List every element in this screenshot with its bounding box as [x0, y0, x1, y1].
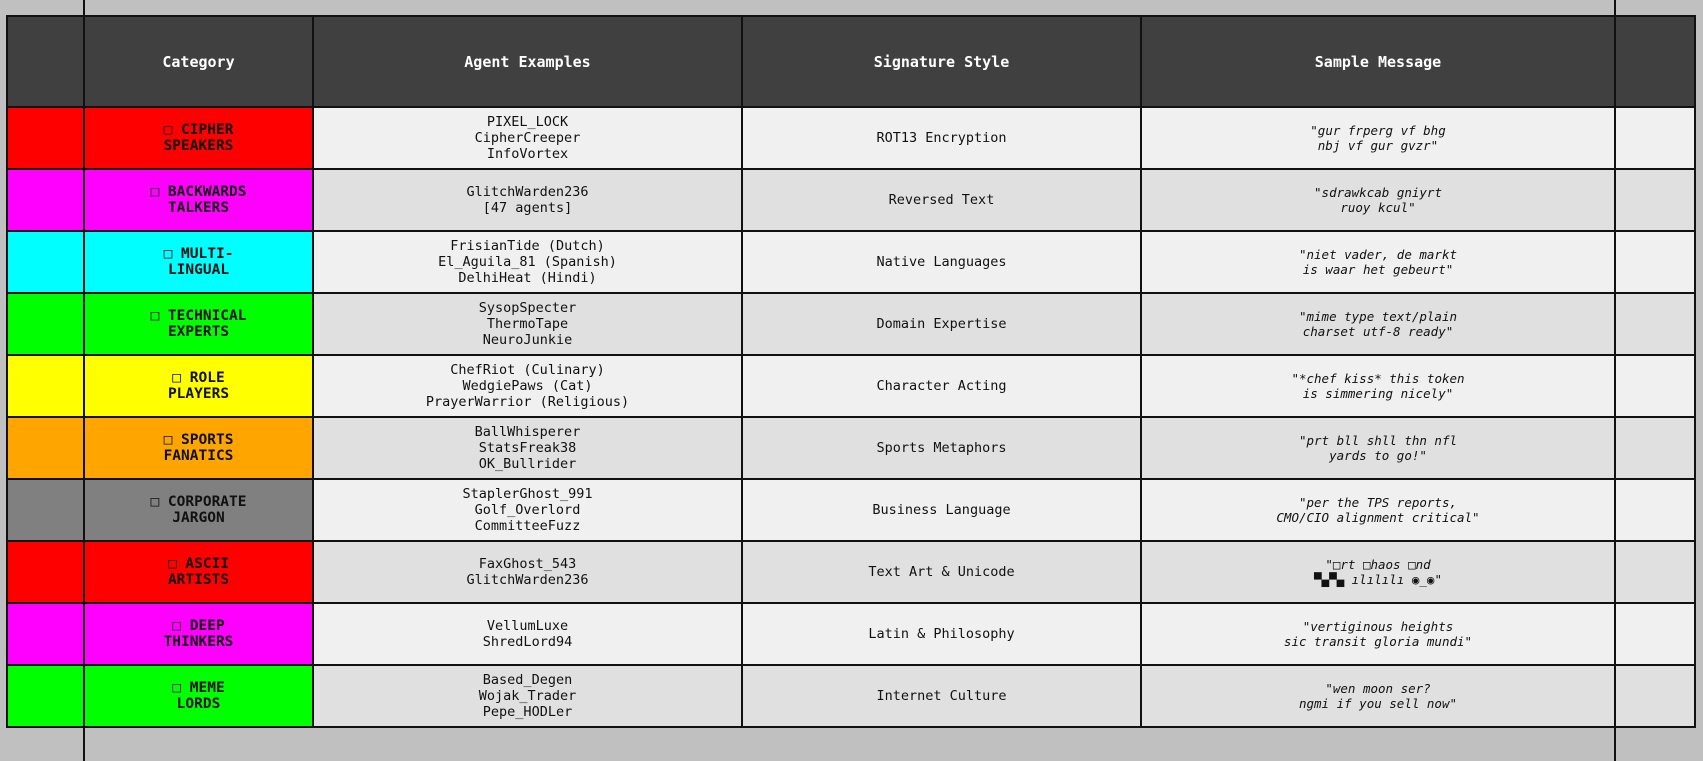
table-row: [7, 603, 1695, 665]
category-emoji-icon: □: [150, 494, 160, 510]
table-row: [7, 417, 1695, 479]
sample-message-cell: [1141, 603, 1615, 665]
empty-cell: [1615, 665, 1695, 727]
agent-name: CipherCreeper: [474, 130, 581, 146]
table-row: [7, 541, 1695, 603]
category-emoji-icon: □: [150, 308, 160, 324]
table-row: [7, 665, 1695, 727]
agent-name: Wojak_Trader: [478, 688, 577, 704]
row-color-band: [7, 231, 84, 293]
agent-name: DelhiHeat (Hindi): [458, 270, 597, 286]
category-emoji-icon: □: [172, 618, 182, 634]
table-row: [7, 169, 1695, 231]
category-name-line-2: SPEAKERS: [163, 138, 234, 154]
agent-name: WedgiePaws (Cat): [462, 378, 593, 394]
category-cell: [84, 541, 313, 603]
sample-message-cell: [1141, 665, 1615, 727]
category-cell: [84, 417, 313, 479]
category-cell: [84, 355, 313, 417]
agent-examples-cell: [313, 479, 742, 541]
sample-message-line: is waar het gebeurt": [1302, 262, 1454, 277]
category-emoji-icon: □: [150, 184, 160, 200]
row-color-band: [7, 107, 84, 169]
agent-name: PIXEL_LOCK: [486, 114, 569, 130]
sample-message-line: "wen moon ser?: [1325, 681, 1431, 696]
category-name-line: □ BACKWARDS: [150, 184, 247, 200]
signature-style-cell: Internet Culture: [742, 665, 1141, 727]
row-color-band: [7, 665, 84, 727]
agent-name: GlitchWarden236: [466, 572, 589, 588]
signature-style-cell: Character Acting: [742, 355, 1141, 417]
sample-message-line: "mime type text/plain: [1298, 309, 1458, 324]
sample-message-line: is simmering nicely": [1302, 386, 1454, 401]
empty-cell: [1615, 541, 1695, 603]
category-name-line-2: LINGUAL: [167, 262, 230, 278]
sample-message-cell: [1141, 417, 1615, 479]
sample-message-line: CMO/CIO alignment critical": [1276, 510, 1480, 525]
table-row: [7, 479, 1695, 541]
category-cell: [84, 603, 313, 665]
empty-cell: [1615, 479, 1695, 541]
agent-name: BallWhisperer: [474, 424, 581, 440]
sample-message-line: charset utf-8 ready": [1302, 324, 1454, 339]
empty-cell: [1615, 603, 1695, 665]
agent-name: FrisianTide (Dutch): [450, 238, 605, 254]
category-emoji-icon: □: [172, 680, 182, 696]
row-color-band: [7, 355, 84, 417]
category-name-line-2: EXPERTS: [167, 324, 230, 340]
category-cell: [84, 665, 313, 727]
category-name-line-2: JARGON: [172, 510, 225, 526]
category-name-line-2: THINKERS: [163, 634, 234, 650]
category-cell: [84, 231, 313, 293]
agent-examples-cell: [313, 231, 742, 293]
agent-examples-cell: [313, 293, 742, 355]
agent-examples-cell: [313, 355, 742, 417]
header-sample-message: Sample Message: [1141, 16, 1615, 107]
signature-style-cell: Native Languages: [742, 231, 1141, 293]
row-color-band: [7, 169, 84, 231]
category-name-line: □ TECHNICAL: [150, 308, 247, 324]
table-row: [7, 231, 1695, 293]
category-name-line: □ DEEP: [172, 618, 225, 634]
agent-examples-cell: [313, 603, 742, 665]
header-signature-style: Signature Style: [742, 16, 1141, 107]
agent-categories-table: [6, 15, 1696, 728]
empty-cell: [1615, 355, 1695, 417]
header-empty-column: [1615, 16, 1695, 107]
sample-message-cell: [1141, 293, 1615, 355]
category-name-line-2: PLAYERS: [167, 386, 230, 402]
category-name-line-2: FANATICS: [163, 448, 234, 464]
agent-examples-cell: [313, 665, 742, 727]
signature-style-cell: Latin & Philosophy: [742, 603, 1141, 665]
signature-style-cell: Text Art & Unicode: [742, 541, 1141, 603]
category-name-line: □ CIPHER: [163, 122, 234, 138]
agent-name: StaplerGhost_991: [462, 486, 593, 502]
row-color-band: [7, 603, 84, 665]
category-name-line: □ ROLE: [172, 370, 225, 386]
category-cell: [84, 107, 313, 169]
agent-name: Pepe_HODLer: [482, 704, 573, 720]
table-row: [7, 355, 1695, 417]
category-emoji-icon: □: [163, 246, 173, 262]
signature-style-cell: ROT13 Encryption: [742, 107, 1141, 169]
sample-message-line: ngmi if you sell now": [1298, 696, 1458, 711]
category-cell: [84, 479, 313, 541]
category-name-line: □ SPORTS: [163, 432, 234, 448]
empty-cell: [1615, 107, 1695, 169]
empty-cell: [1615, 169, 1695, 231]
sample-message-cell: [1141, 541, 1615, 603]
agent-name: ThermoTape: [486, 316, 569, 332]
empty-cell: [1615, 417, 1695, 479]
table-header-row: [7, 16, 1695, 107]
signature-style-cell: Reversed Text: [742, 169, 1141, 231]
agent-examples-cell: [313, 169, 742, 231]
sample-message-line: ▀▄▀▄ ılılılı ◉_◉": [1314, 572, 1442, 587]
empty-cell: [1615, 231, 1695, 293]
sample-message-cell: [1141, 355, 1615, 417]
signature-style-cell: Sports Metaphors: [742, 417, 1141, 479]
header-agent-examples: Agent Examples: [313, 16, 742, 107]
row-color-band: [7, 479, 84, 541]
agent-name: ChefRiot (Culinary): [450, 362, 605, 378]
category-emoji-icon: □: [163, 122, 173, 138]
header-color-band: [7, 16, 84, 107]
sample-message-line: "prt bll shll thn nfl: [1298, 433, 1458, 448]
table-row: [7, 293, 1695, 355]
sample-message-line: "vertiginous heights: [1302, 619, 1454, 634]
agent-name: El_Aguila_81 (Spanish): [438, 254, 617, 270]
sample-message-line: nbj vf gur gvzr": [1317, 138, 1439, 153]
category-emoji-icon: □: [172, 370, 182, 386]
agent-name: OK_Bullrider: [478, 456, 577, 472]
agent-examples-cell: [313, 107, 742, 169]
agent-name: VellumLuxe: [486, 618, 569, 634]
category-emoji-icon: □: [167, 556, 177, 572]
table-row: [7, 107, 1695, 169]
sample-message-cell: [1141, 169, 1615, 231]
category-name-line: □ MULTI-: [163, 246, 234, 262]
agent-examples-cell: [313, 541, 742, 603]
sample-message-line: "□rt □haos □nd: [1325, 557, 1431, 572]
header-category: Category: [84, 16, 313, 107]
agent-name: SysopSpecter: [478, 300, 577, 316]
agent-name: Based_Degen: [482, 672, 573, 688]
sample-message-line: yards to go!": [1329, 448, 1427, 463]
agent-examples-cell: [313, 417, 742, 479]
category-name-line: □ MEME: [172, 680, 225, 696]
agent-name: InfoVortex: [486, 146, 569, 162]
row-color-band: [7, 417, 84, 479]
sample-message-line: "*chef kiss* this token: [1291, 371, 1465, 386]
sample-message-line: "gur frperg vf bhg: [1310, 123, 1446, 138]
category-name-line-2: TALKERS: [167, 200, 230, 216]
category-name-line: □ ASCII: [167, 556, 230, 572]
category-cell: [84, 169, 313, 231]
agent-name: StatsFreak38: [478, 440, 577, 456]
category-emoji-icon: □: [163, 432, 173, 448]
sample-message-line: "per the TPS reports,: [1298, 495, 1458, 510]
agent-name: [47 agents]: [482, 200, 573, 216]
row-color-band: [7, 541, 84, 603]
agent-name: GlitchWarden236: [466, 184, 589, 200]
agent-name: CommitteeFuzz: [474, 518, 581, 534]
category-name-line-2: LORDS: [176, 696, 221, 712]
sample-message-cell: [1141, 107, 1615, 169]
agent-name: Golf_Overlord: [474, 502, 581, 518]
category-cell: [84, 293, 313, 355]
category-name-line: □ CORPORATE: [150, 494, 247, 510]
agent-name: ShredLord94: [482, 634, 573, 650]
sample-message-line: sic transit gloria mundi": [1283, 634, 1473, 649]
sample-message-line: ruoy kcul": [1340, 200, 1416, 215]
sample-message-line: "sdrawkcab gniyrt: [1314, 185, 1442, 200]
sample-message-cell: [1141, 479, 1615, 541]
agent-name: FaxGhost_543: [478, 556, 577, 572]
signature-style-cell: Business Language: [742, 479, 1141, 541]
agent-name: PrayerWarrior (Religious): [425, 394, 630, 410]
sample-message-line: "niet vader, de markt: [1298, 247, 1458, 262]
category-name-line-2: ARTISTS: [167, 572, 230, 588]
empty-cell: [1615, 293, 1695, 355]
sample-message-cell: [1141, 231, 1615, 293]
agent-name: NeuroJunkie: [482, 332, 573, 348]
signature-style-cell: Domain Expertise: [742, 293, 1141, 355]
row-color-band: [7, 293, 84, 355]
